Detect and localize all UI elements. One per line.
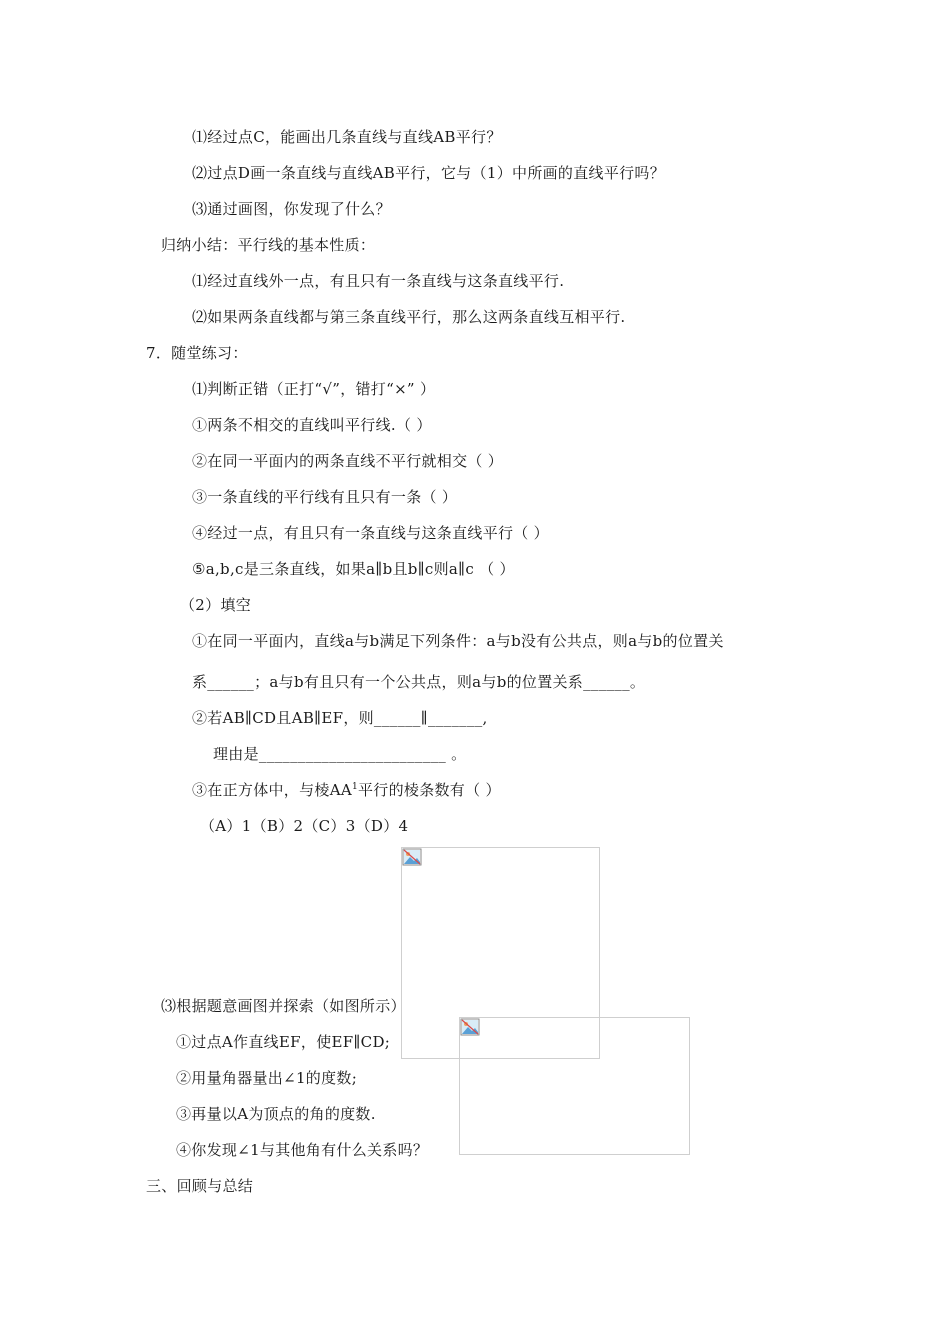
fill-title: （2）填空 <box>180 596 252 614</box>
fill-item-2-line-1: ②若AB∥CD且AB∥EF，则______∥_______, <box>192 709 488 727</box>
judge-item-5: ⑤a,b,c是三条直线，如果a∥b且b∥c则a∥c （ ） <box>192 560 515 578</box>
judge-title: ⑴判断正错（正打“√”，错打“×” ） <box>192 380 436 398</box>
answer-options: （A）1（B）2（C）3（D）4 <box>200 817 409 835</box>
draw-step-1: ①过点A作直线EF，使EF∥CD; <box>176 1033 391 1051</box>
draw-step-3: ③再量以A为顶点的角的度数. <box>176 1105 376 1123</box>
fill-item-1-line-1: ①在同一平面内，直线a与b满足下列条件：a与b没有公共点，则a与b的位置关 <box>192 632 724 650</box>
draw-title: ⑶根据题意画图并探索（如图所示） <box>161 997 406 1015</box>
judge-item-2: ②在同一平面内的两条直线不平行就相交（ ） <box>192 452 504 470</box>
fill-item-1-line-2: 系______；a与b有且只有一个公共点，则a与b的位置关系______。 <box>192 673 646 691</box>
judge-item-1: ①两条不相交的直线叫平行线.（ ） <box>192 416 432 434</box>
fill-item-3-text: ③在正方体中，与棱AA <box>192 781 352 799</box>
broken-image-icon <box>460 1018 480 1036</box>
judge-item-4: ④经过一点，有且只有一条直线与这条直线平行（ ） <box>192 524 549 542</box>
property-2: ⑵如果两条直线都与第三条直线平行，那么这两条直线互相平行. <box>192 308 626 326</box>
draw-step-4: ④你发现∠1与其他角有什么关系吗？ <box>176 1141 429 1159</box>
fill-item-3-text-end: 平行的棱条数有（ ） <box>358 781 501 799</box>
question-3: ⑶通过画图，你发现了什么？ <box>192 200 391 218</box>
section-heading: 三、回顾与总结 <box>146 1177 254 1195</box>
property-1: ⑴经过直线外一点，有且只有一条直线与这条直线平行. <box>192 272 565 290</box>
question-1: ⑴经过点C，能画出几条直线与直线AB平行？ <box>192 128 502 146</box>
fill-item-2-line-2: 理由是________________________ 。 <box>213 745 467 763</box>
summary-title: 归纳小结：平行线的基本性质： <box>161 236 376 254</box>
fill-item-3 <box>192 780 501 800</box>
draw-step-2: ②用量角器量出∠1的度数; <box>176 1069 358 1087</box>
practice-title: 7．随堂练习： <box>146 344 248 362</box>
judge-item-3: ③一条直线的平行线有且只有一条（ ） <box>192 488 458 506</box>
superscript: 1 <box>351 782 358 792</box>
broken-image-icon <box>402 848 422 866</box>
figure-angles <box>459 1017 690 1155</box>
question-2: ⑵过点D画一条直线与直线AB平行，它与（1）中所画的直线平行吗？ <box>192 164 666 182</box>
